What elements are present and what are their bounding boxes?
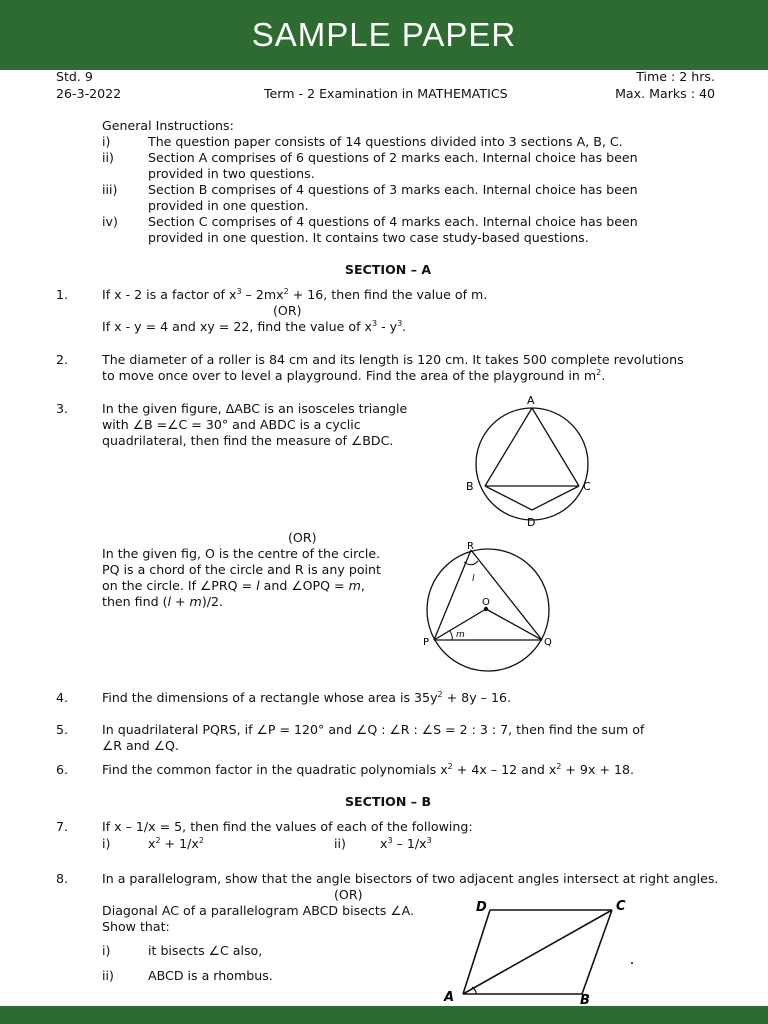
question-4-text: Find the dimensions of a rectangle whose area is $35y^2 + 8y - 16$. (102, 689, 511, 705)
section-b-heading: SECTION – B (344, 794, 432, 809)
question-number: 5. (56, 722, 69, 737)
exam-time: Time : 2 hrs. (636, 69, 715, 84)
question-5-text: In quadrilateral PQRS, if ∠P = 120° and ∠Q : ∠R : ∠S = 2 : 3 : 7, then find the sum of (102, 722, 645, 737)
question-number: 2. (56, 352, 69, 367)
question-6-text: Find the common factor in the quadratic polynomials $x^2 + 4x - 12$ and $x^2 + 9x + 18$. (102, 761, 634, 777)
question-5-text-cont: ∠R and ∠Q. (102, 738, 179, 753)
part-label: ii) (334, 836, 346, 851)
question-3-alt-text: PQ is a chord of the circle and R is any point (102, 562, 381, 577)
part-label: ii) (102, 968, 114, 983)
question-7-part-ii: $x^3 - 1/x^3$ (380, 835, 432, 851)
vertex-label-a: A (444, 990, 455, 1005)
circle-centre-figure (415, 538, 565, 683)
vertex-label-a: A (527, 394, 535, 407)
instruction-text: Section B comprises of 4 questions of 3 marks each. Internal choice has been (148, 182, 638, 197)
or-label: (OR) (288, 530, 317, 545)
point-label-q: Q (544, 637, 552, 648)
question-3-alt-text: then find (l + m)/2. (102, 594, 224, 609)
or-label: (OR) (334, 887, 363, 902)
point-label-r: R (467, 541, 474, 552)
instructions-title: General Instructions: (102, 118, 234, 133)
cyclic-quadrilateral-figure (460, 390, 610, 530)
question-3-text: quadrilateral, then find the measure of ∠BDC. (102, 433, 394, 448)
instruction-num: i) (102, 134, 111, 149)
question-3-text: In the given figure, ΔABC is an isosceles triangle (102, 401, 408, 416)
max-marks: Max. Marks : 40 (615, 86, 715, 101)
parallelogram-figure (440, 893, 650, 1006)
page-title: SAMPLE PAPER (251, 16, 517, 53)
part-label: i) (102, 836, 111, 851)
question-8-alt-text: Show that: (102, 919, 170, 934)
vertex-label-d: D (476, 900, 487, 915)
question-8-part-i: it bisects ∠C also, (148, 943, 263, 958)
question-3-alt-text: on the circle. If ∠PRQ = l and ∠OPQ = m, (102, 578, 365, 593)
question-number: 7. (56, 819, 69, 834)
angle-label-m: m (456, 630, 465, 640)
instruction-text: provided in one question. It contains two case study-based questions. (148, 230, 589, 245)
question-2-text-cont: to move once over to level a playground. Find the area of the playground in $m^2$. (102, 367, 606, 383)
question-number: 4. (56, 690, 69, 705)
or-label: (OR) (273, 303, 302, 318)
instruction-text: provided in one question. (148, 198, 309, 213)
question-1-alt-text: If x - y = 4 and xy = 22, find the value of $x^3 - y^3$. (102, 318, 407, 334)
angle-label-l: l (472, 574, 475, 584)
instruction-text: Section C comprises of 4 questions of 4 marks each. Internal choice has been (148, 214, 638, 229)
question-number: 1. (56, 287, 69, 302)
vertex-label-d: D (527, 516, 536, 529)
question-8-text: In a parallelogram, show that the angle bisectors of two adjacent angles intersect at right angles. (102, 871, 719, 886)
question-7-text: If x – 1/x = 5, then find the values of each of the following: (102, 819, 473, 834)
exam-title: Term - 2 Examination in MATHEMATICS (264, 86, 508, 101)
instruction-num: ii) (102, 150, 114, 165)
question-8-part-ii: ABCD is a rhombus. (148, 968, 273, 983)
question-number: 8. (56, 871, 69, 886)
question-1-text: If x - 2 is a factor of $x^3 - 2mx^2 + 16$, then find the value of m. (102, 286, 488, 302)
exam-date: 26-3-2022 (56, 86, 122, 101)
instruction-num: iii) (102, 182, 118, 197)
standard-label: Std. 9 (56, 69, 93, 84)
section-a-heading: SECTION – A (344, 262, 432, 277)
instruction-text: The question paper consists of 14 questions divided into 3 sections A, B, C. (148, 134, 623, 149)
question-3-alt-text: In the given fig, O is the centre of the circle. (102, 546, 381, 561)
question-8-alt-text: Diagonal AC of a parallelogram ABCD bisects ∠A. (102, 903, 415, 918)
question-3-text: with ∠B =∠C = 30° and ABDC is a cyclic (102, 417, 361, 432)
point-label-o: O (482, 597, 490, 608)
question-7-part-i: $x^2 + 1/x^2$ (148, 835, 204, 851)
question-number: 6. (56, 762, 69, 777)
footer-bar (0, 1006, 768, 1024)
part-label: i) (102, 943, 111, 958)
instruction-num: iv) (102, 214, 118, 229)
instruction-text: Section A comprises of 6 questions of 2 marks each. Internal choice has been (148, 150, 638, 165)
question-number: 3. (56, 401, 69, 416)
title-banner (0, 0, 768, 70)
instruction-text: provided in two questions. (148, 166, 315, 181)
point-label-p: P (423, 637, 430, 648)
vertex-label-c: C (583, 480, 591, 493)
question-2-text: The diameter of a roller is 84 cm and its length is 120 cm. It takes 500 complete revolutions (102, 352, 684, 367)
vertex-label-b: B (466, 480, 474, 493)
vertex-label-c: C (616, 899, 626, 914)
vertex-label-b: B (580, 993, 590, 1006)
